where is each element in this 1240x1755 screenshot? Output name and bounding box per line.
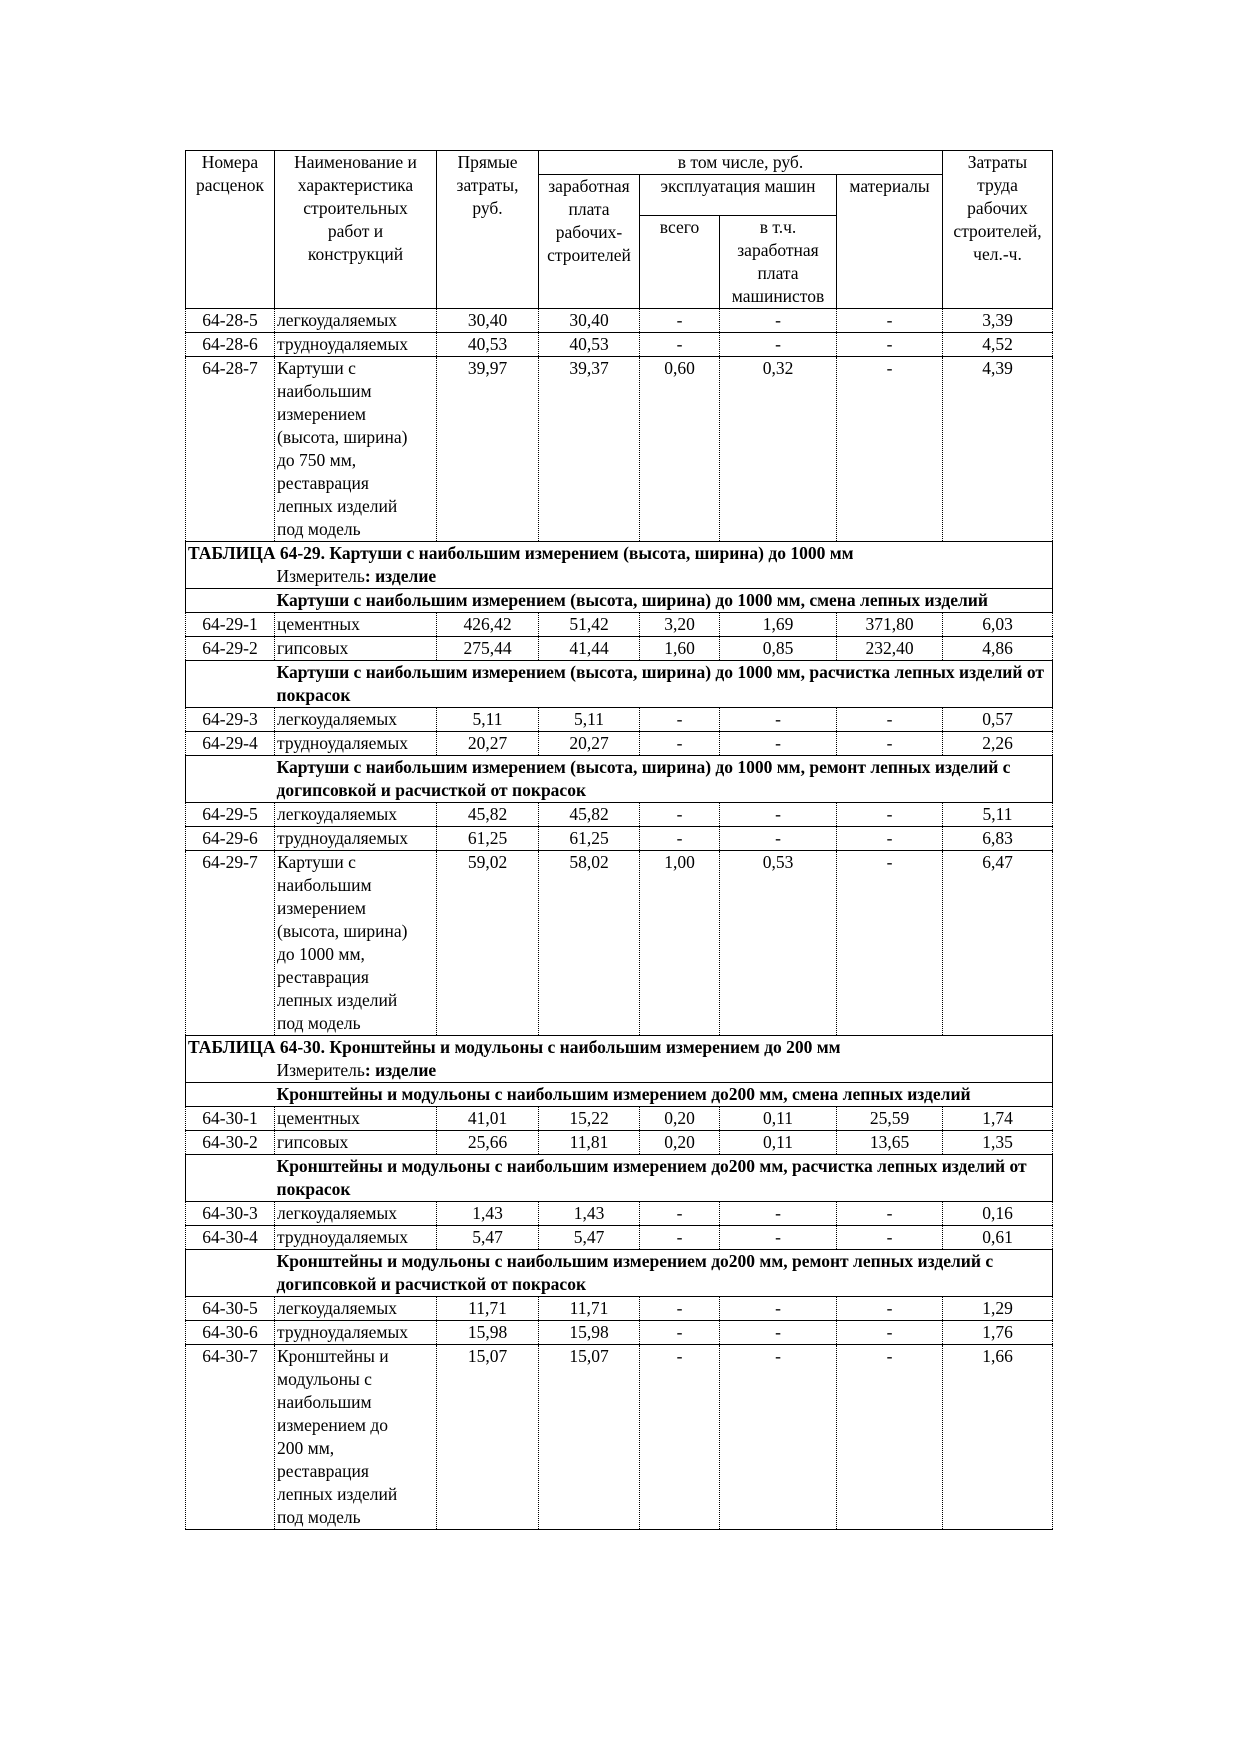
name-line: наибольшим [277, 1392, 372, 1412]
header-text: затраты, [456, 175, 519, 195]
wage-cost: 58,02 [539, 851, 640, 1036]
machine-wage: - [720, 333, 837, 357]
table-row [186, 613, 1053, 637]
name-line: (высота, ширина) [277, 427, 408, 447]
measure-row [186, 1059, 1053, 1083]
table-row [186, 1107, 1053, 1131]
header-text: конструкций [307, 244, 404, 264]
spacer [186, 1155, 275, 1202]
wage-cost: 5,47 [539, 1226, 640, 1250]
section-heading: Картуши с наибольшим измерением (высота, ширина) до 1000 мм, смена лепных изделий [275, 589, 1053, 613]
direct-cost: 40,53 [437, 333, 539, 357]
name-line: под модель [277, 1507, 361, 1527]
machine-cost: - [640, 1202, 720, 1226]
rate-code: 64-28-5 [186, 309, 275, 333]
header-text: строителей [547, 245, 631, 265]
table-row [186, 1226, 1053, 1250]
spacer [186, 1059, 275, 1083]
wage-cost: 5,11 [539, 708, 640, 732]
name-line: наибольшим [277, 381, 372, 401]
name-line: измерением до [277, 1415, 388, 1435]
material-cost: - [837, 732, 943, 756]
rate-code: 64-30-3 [186, 1202, 275, 1226]
machine-cost: 0,20 [640, 1107, 720, 1131]
direct-cost: 39,97 [437, 357, 539, 542]
machine-cost: 1,00 [640, 851, 720, 1036]
wage-cost: 1,43 [539, 1202, 640, 1226]
rate-code: 64-30-2 [186, 1131, 275, 1155]
direct-cost: 5,11 [437, 708, 539, 732]
header-text: Затраты [967, 152, 1028, 172]
section-heading: Картуши с наибольшим измерением (высота, ширина) до 1000 мм, расчистка лепных изделий от покрасок [275, 661, 1053, 708]
machine-wage: 0,11 [720, 1131, 837, 1155]
table-row [186, 732, 1053, 756]
direct-cost: 11,71 [437, 1297, 539, 1321]
spacer [186, 661, 275, 708]
name-line: до 1000 мм, [277, 944, 365, 964]
header-wage [539, 175, 640, 309]
rate-code: 64-29-2 [186, 637, 275, 661]
header-row-1 [186, 151, 1053, 175]
table-row [186, 803, 1053, 827]
machine-cost: - [640, 333, 720, 357]
labor-cost: 1,76 [943, 1321, 1053, 1345]
header-text: плата [757, 263, 799, 283]
machine-cost: - [640, 1345, 720, 1530]
labor-cost: 1,74 [943, 1107, 1053, 1131]
work-name: легкоудаляемых [275, 309, 437, 333]
name-line: под модель [277, 519, 361, 539]
work-name [275, 357, 437, 542]
section-row [186, 589, 1053, 613]
section-heading: Кронштейны и модульоны с наибольшим измерением до200 мм, ремонт лепных изделий с догипсовкой и расчисткой от покрасок [275, 1250, 1053, 1297]
header-text: строительных [303, 198, 408, 218]
material-cost: - [837, 1321, 943, 1345]
rate-code: 64-29-4 [186, 732, 275, 756]
wage-cost: 45,82 [539, 803, 640, 827]
machine-wage: 0,85 [720, 637, 837, 661]
machine-wage: - [720, 1226, 837, 1250]
work-name: трудноудаляемых [275, 1226, 437, 1250]
work-name: цементных [275, 1107, 437, 1131]
header-text: чел.-ч. [973, 244, 1022, 264]
machine-wage: - [720, 1297, 837, 1321]
machine-cost: 0,60 [640, 357, 720, 542]
header-text: строителей, [953, 221, 1042, 241]
table-title-row [186, 542, 1053, 566]
header-text: труда [977, 175, 1018, 195]
labor-cost: 0,57 [943, 708, 1053, 732]
labor-cost: 6,47 [943, 851, 1053, 1036]
wage-cost: 11,81 [539, 1131, 640, 1155]
direct-cost: 45,82 [437, 803, 539, 827]
measure-label: Измеритель [276, 566, 365, 586]
header-text: Прямые [457, 152, 518, 172]
work-name: легкоудаляемых [275, 803, 437, 827]
table-title: ТАБЛИЦА 64-30. Кронштейны и модульоны с наибольшим измерением до 200 мм [186, 1036, 1053, 1060]
header-text: расценок [195, 175, 265, 195]
section-row [186, 1083, 1053, 1107]
name-line: измерением [277, 404, 366, 424]
wage-cost: 11,71 [539, 1297, 640, 1321]
name-line: лепных изделий [277, 496, 398, 516]
table-title-row [186, 1036, 1053, 1060]
labor-cost: 4,86 [943, 637, 1053, 661]
wage-cost: 41,44 [539, 637, 640, 661]
header-labor [943, 151, 1053, 309]
labor-cost: 0,16 [943, 1202, 1053, 1226]
machine-wage: - [720, 803, 837, 827]
name-line: наибольшим [277, 875, 372, 895]
material-cost: 371,80 [837, 613, 943, 637]
direct-cost: 1,43 [437, 1202, 539, 1226]
work-name: гипсовых [275, 637, 437, 661]
measure-value: : изделие [364, 566, 437, 586]
measure-value: : изделие [364, 1060, 437, 1080]
wage-cost: 15,98 [539, 1321, 640, 1345]
machine-cost: - [640, 827, 720, 851]
labor-cost: 5,11 [943, 803, 1053, 827]
section-row [186, 1155, 1053, 1202]
wage-cost: 40,53 [539, 333, 640, 357]
material-cost: - [837, 708, 943, 732]
header-text: характеристика [297, 175, 414, 195]
spacer [186, 589, 275, 613]
spacer [186, 756, 275, 803]
table-row [186, 309, 1053, 333]
header-text: заработная [737, 240, 819, 260]
name-line: модульоны с [277, 1369, 372, 1389]
section-heading: Кронштейны и модульоны с наибольшим измерением до200 мм, расчистка лепных изделий от покрасок [275, 1155, 1053, 1202]
section-row [186, 756, 1053, 803]
name-line: Картуши с [277, 852, 356, 872]
direct-cost: 5,47 [437, 1226, 539, 1250]
material-cost: - [837, 1202, 943, 1226]
direct-cost: 61,25 [437, 827, 539, 851]
material-cost: 13,65 [837, 1131, 943, 1155]
section-row [186, 661, 1053, 708]
spacer [186, 565, 275, 589]
direct-cost: 20,27 [437, 732, 539, 756]
name-line: до 750 мм, [277, 450, 357, 470]
labor-cost: 6,83 [943, 827, 1053, 851]
header-direct [437, 151, 539, 309]
material-cost: - [837, 1345, 943, 1530]
direct-cost: 41,01 [437, 1107, 539, 1131]
work-name [275, 851, 437, 1036]
machine-wage: - [720, 1321, 837, 1345]
header-text: Номера [201, 152, 259, 172]
rates-table [185, 150, 1053, 1530]
rate-code: 64-29-1 [186, 613, 275, 637]
name-line: реставрация [277, 967, 369, 987]
header-text: руб. [472, 198, 503, 218]
material-cost: 232,40 [837, 637, 943, 661]
header-materials: материалы [837, 175, 943, 309]
material-cost: - [837, 333, 943, 357]
header-text: заработная [548, 176, 630, 196]
name-line: измерением [277, 898, 366, 918]
machine-cost: 0,20 [640, 1131, 720, 1155]
machine-wage: - [720, 1345, 837, 1530]
section-heading: Кронштейны и модульоны с наибольшим измерением до200 мм, смена лепных изделий [275, 1083, 1053, 1107]
work-name: трудноудаляемых [275, 1321, 437, 1345]
machine-wage: - [720, 1202, 837, 1226]
rate-code: 64-29-5 [186, 803, 275, 827]
direct-cost: 15,07 [437, 1345, 539, 1530]
work-name: легкоудаляемых [275, 708, 437, 732]
rate-code: 64-29-6 [186, 827, 275, 851]
table-row [186, 357, 1053, 542]
direct-cost: 275,44 [437, 637, 539, 661]
wage-cost: 39,37 [539, 357, 640, 542]
labor-cost: 4,39 [943, 357, 1053, 542]
material-cost: - [837, 851, 943, 1036]
material-cost: - [837, 1226, 943, 1250]
labor-cost: 6,03 [943, 613, 1053, 637]
name-line: лепных изделий [277, 1484, 398, 1504]
material-cost: - [837, 309, 943, 333]
table-row [186, 827, 1053, 851]
table-row [186, 1345, 1053, 1530]
table-row [186, 1131, 1053, 1155]
machine-wage: - [720, 708, 837, 732]
machine-cost: - [640, 732, 720, 756]
labor-cost: 1,29 [943, 1297, 1053, 1321]
machine-wage: - [720, 732, 837, 756]
name-line: Кронштейны и [277, 1346, 389, 1366]
section-heading: Картуши с наибольшим измерением (высота, ширина) до 1000 мм, ремонт лепных изделий с догипсовкой и расчисткой от покрасок [275, 756, 1053, 803]
table-row [186, 1297, 1053, 1321]
header-machines: эксплуатация машин [640, 175, 837, 216]
table-row [186, 637, 1053, 661]
work-name: легкоудаляемых [275, 1297, 437, 1321]
wage-cost: 15,07 [539, 1345, 640, 1530]
measure-row [186, 565, 1053, 589]
wage-cost: 30,40 [539, 309, 640, 333]
work-name [275, 1345, 437, 1530]
rate-code: 64-30-5 [186, 1297, 275, 1321]
table-row [186, 333, 1053, 357]
header-text: машинистов [731, 286, 825, 306]
rate-code: 64-29-7 [186, 851, 275, 1036]
work-name: легкоудаляемых [275, 1202, 437, 1226]
name-line: под модель [277, 1013, 361, 1033]
header-name [275, 151, 437, 309]
table-row [186, 708, 1053, 732]
measure-unit [275, 565, 1053, 589]
header-text: в т.ч. [759, 217, 797, 237]
machine-cost: - [640, 309, 720, 333]
header-total: всего [640, 216, 720, 309]
labor-cost: 0,61 [943, 1226, 1053, 1250]
header-text: рабочих [967, 198, 1028, 218]
work-name: трудноудаляемых [275, 732, 437, 756]
name-line: 200 мм, [277, 1438, 335, 1458]
work-name: гипсовых [275, 1131, 437, 1155]
machine-cost: - [640, 1226, 720, 1250]
name-line: реставрация [277, 1461, 369, 1481]
machine-wage: 0,53 [720, 851, 837, 1036]
table-row [186, 851, 1053, 1036]
direct-cost: 25,66 [437, 1131, 539, 1155]
header-text: работ и [327, 221, 384, 241]
name-line: лепных изделий [277, 990, 398, 1010]
header-incl-wage [720, 216, 837, 309]
direct-cost: 30,40 [437, 309, 539, 333]
table-title: ТАБЛИЦА 64-29. Картуши с наибольшим измерением (высота, ширина) до 1000 мм [186, 542, 1053, 566]
name-line: реставрация [277, 473, 369, 493]
wage-cost: 20,27 [539, 732, 640, 756]
header-text: плата [568, 199, 610, 219]
machine-cost: 3,20 [640, 613, 720, 637]
machine-cost: - [640, 1321, 720, 1345]
machine-wage: 0,11 [720, 1107, 837, 1131]
labor-cost: 1,35 [943, 1131, 1053, 1155]
material-cost: - [837, 357, 943, 542]
wage-cost: 61,25 [539, 827, 640, 851]
labor-cost: 3,39 [943, 309, 1053, 333]
name-line: (высота, ширина) [277, 921, 408, 941]
machine-wage: 0,32 [720, 357, 837, 542]
spacer [186, 1083, 275, 1107]
direct-cost: 15,98 [437, 1321, 539, 1345]
rate-code: 64-30-7 [186, 1345, 275, 1530]
measure-unit [275, 1059, 1053, 1083]
rate-code: 64-29-3 [186, 708, 275, 732]
machine-wage: - [720, 309, 837, 333]
header-incl: в том числе, руб. [539, 151, 943, 175]
name-line: Картуши с [277, 358, 356, 378]
wage-cost: 15,22 [539, 1107, 640, 1131]
work-name: цементных [275, 613, 437, 637]
machine-cost: - [640, 1297, 720, 1321]
direct-cost: 426,42 [437, 613, 539, 637]
direct-cost: 59,02 [437, 851, 539, 1036]
header-text: Наименование и [294, 152, 417, 172]
work-name: трудноудаляемых [275, 827, 437, 851]
header-text: рабочих- [555, 222, 623, 242]
machine-wage: - [720, 827, 837, 851]
table-row [186, 1202, 1053, 1226]
material-cost: - [837, 1297, 943, 1321]
material-cost: - [837, 803, 943, 827]
machine-wage: 1,69 [720, 613, 837, 637]
material-cost: - [837, 827, 943, 851]
wage-cost: 51,42 [539, 613, 640, 637]
material-cost: 25,59 [837, 1107, 943, 1131]
labor-cost: 2,26 [943, 732, 1053, 756]
machine-cost: - [640, 708, 720, 732]
rate-code: 64-30-4 [186, 1226, 275, 1250]
labor-cost: 1,66 [943, 1345, 1053, 1530]
measure-label: Измеритель [276, 1060, 365, 1080]
rate-code: 64-28-6 [186, 333, 275, 357]
labor-cost: 4,52 [943, 333, 1053, 357]
rate-code: 64-30-6 [186, 1321, 275, 1345]
machine-cost: 1,60 [640, 637, 720, 661]
header-codes [186, 151, 275, 309]
rate-code: 64-30-1 [186, 1107, 275, 1131]
section-row [186, 1250, 1053, 1297]
rate-code: 64-28-7 [186, 357, 275, 542]
table-row [186, 1321, 1053, 1345]
work-name: трудноудаляемых [275, 333, 437, 357]
machine-cost: - [640, 803, 720, 827]
spacer [186, 1250, 275, 1297]
